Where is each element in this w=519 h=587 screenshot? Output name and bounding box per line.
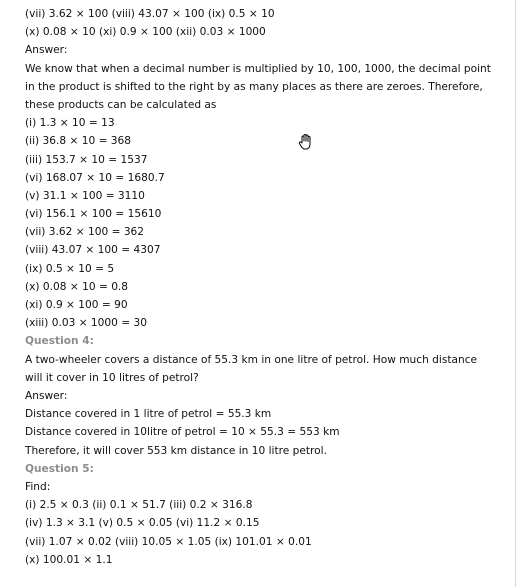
answer-line: (viii) 43.07 × 100 = 4307 <box>25 244 161 257</box>
answer-line: (ix) 0.5 × 10 = 5 <box>25 262 115 275</box>
intro-paragraph: We know that when a decimal number is multiplied by 10, 100, 1000, the decimal point in the product is shifted to the right by as many places as there are zeroes. Therefore, these products can be calculated as <box>25 62 491 111</box>
answer-label: Answer: <box>25 390 68 403</box>
answer-line: (vi) 156.1 × 100 = 15610 <box>25 208 162 221</box>
answer-label: Answer: <box>25 44 68 57</box>
question-line: (i) 2.5 × 0.3 (ii) 0.1 × 51.7 (iii) 0.2 × 316.8 <box>25 499 253 512</box>
text-line: (x) 0.08 × 10 (xi) 0.9 × 100 (xii) 0.03 × 1000 <box>25 26 266 39</box>
question-4-heading: Question 4: <box>25 335 94 348</box>
answer-line: (vii) 3.62 × 100 = 362 <box>25 226 145 239</box>
question-5-heading: Question 5: <box>25 462 94 475</box>
answer-line: (v) 31.1 × 100 = 3110 <box>25 189 145 202</box>
question-line: (iv) 1.3 × 3.1 (v) 0.5 × 0.05 (vi) 11.2 × 0.15 <box>25 517 260 530</box>
answer-line: (vi) 168.07 × 10 = 1680.7 <box>25 171 165 184</box>
answer-line: (iii) 153.7 × 10 = 1537 <box>25 153 148 166</box>
answer-line: Distance covered in 1 litre of petrol = 55.3 km <box>25 408 272 421</box>
answer-line: (xi) 0.9 × 100 = 90 <box>25 299 128 312</box>
answer-line: Distance covered in 10litre of petrol = 10 × 55.3 = 553 km <box>25 426 340 439</box>
text-line: (vii) 3.62 × 100 (viii) 43.07 × 100 (ix) 0.5 × 10 <box>25 8 275 20</box>
question-line: (vii) 1.07 × 0.02 (viii) 10.05 × 1.05 (ix) 101.01 × 0.01 <box>25 535 312 548</box>
question-line: (x) 100.01 × 1.1 <box>25 553 113 566</box>
answer-line: (ii) 36.8 × 10 = 368 <box>25 135 132 148</box>
answer-line: Therefore, it will cover 553 km distance in 10 litre petrol. <box>25 444 327 457</box>
hand-pointer-icon <box>297 133 315 151</box>
answer-line: (x) 0.08 × 10 = 0.8 <box>25 280 129 293</box>
question-4-text: A two-wheeler covers a distance of 55.3 km in one litre of petrol. How much distance will it cover in 10 litres of petrol? <box>25 353 478 384</box>
answer-line: (xiii) 0.03 × 1000 = 30 <box>25 317 147 330</box>
question-5-prompt: Find: <box>25 480 51 493</box>
answer-line: (i) 1.3 × 10 = 13 <box>25 117 115 130</box>
document-content <box>25 5 495 569</box>
